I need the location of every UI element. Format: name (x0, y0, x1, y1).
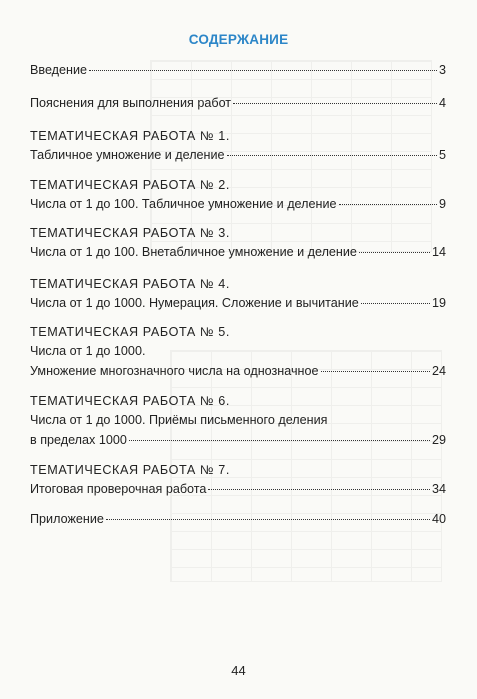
dot-leader (321, 371, 430, 372)
toc-entry[interactable] (30, 95, 446, 111)
toc-entry-line (30, 244, 446, 260)
toc-entry-heading: ТЕМАТИЧЕСКАЯ РАБОТА № 2. (30, 178, 230, 192)
toc-entry-page: 14 (431, 245, 446, 259)
dot-leader (129, 440, 430, 441)
toc-entry-title: Умножение многозначного числа на однозначное (30, 364, 319, 378)
toc-entry-line (30, 295, 446, 311)
toc-entry[interactable] (30, 128, 446, 163)
toc-entry[interactable] (30, 62, 446, 78)
toc-entry-page: 19 (431, 296, 446, 310)
toc-entry-text: Числа от 1 до 1000. (30, 344, 146, 358)
dot-leader (359, 252, 430, 253)
toc-entry-title: Приложение (30, 512, 104, 526)
toc-entry-title: в пределах 1000 (30, 433, 127, 447)
toc-entry-page: 9 (438, 197, 446, 211)
dot-leader (361, 303, 430, 304)
toc-entry[interactable] (30, 393, 446, 448)
toc-entry[interactable] (30, 177, 446, 212)
dot-leader (89, 70, 437, 71)
toc-entry-title: Пояснения для выполнения работ (30, 96, 232, 110)
toc-entry-page: 4 (438, 96, 446, 110)
toc-entry[interactable] (30, 462, 446, 497)
toc-entry-heading: ТЕМАТИЧЕСКАЯ РАБОТА № 4. (30, 277, 230, 291)
toc-entry-heading: ТЕМАТИЧЕСКАЯ РАБОТА № 3. (30, 226, 230, 240)
toc-entry[interactable] (30, 511, 446, 527)
toc-entry[interactable] (30, 324, 446, 379)
toc-title: СОДЕРЖАНИЕ (188, 32, 289, 47)
toc-entry-page: 5 (438, 148, 446, 162)
toc-entry-text: Числа от 1 до 1000. Приёмы письменного деления (30, 413, 328, 427)
toc-entry[interactable] (30, 276, 446, 311)
dot-leader (106, 519, 430, 520)
toc-entry-title: Числа от 1 до 100. Табличное умножение и деление (30, 197, 337, 211)
toc-entry-line (30, 363, 446, 379)
toc-entry-page: 3 (438, 63, 446, 77)
toc-entry-line (30, 95, 446, 111)
toc-entry-page: 24 (431, 364, 446, 378)
toc-entry-page: 29 (431, 433, 446, 447)
dot-leader (233, 103, 437, 104)
toc-entry-heading: ТЕМАТИЧЕСКАЯ РАБОТА № 1. (30, 129, 230, 143)
toc-entry-heading: ТЕМАТИЧЕСКАЯ РАБОТА № 7. (30, 463, 230, 477)
toc-entry-title: Числа от 1 до 100. Внетабличное умножение и деление (30, 245, 357, 259)
dot-leader (208, 489, 430, 490)
page-number: 44 (231, 663, 246, 678)
toc-entry-heading: ТЕМАТИЧЕСКАЯ РАБОТА № 5. (30, 325, 230, 339)
toc-entry-heading: ТЕМАТИЧЕСКАЯ РАБОТА № 6. (30, 394, 230, 408)
dot-leader (227, 155, 437, 156)
toc-entry-page: 40 (431, 512, 446, 526)
toc-entry-title: Итоговая проверочная работа (30, 482, 207, 496)
toc-entry-line (30, 147, 446, 163)
toc-entry-title: Табличное умножение и деление (30, 148, 225, 162)
toc-entry-line (30, 196, 446, 212)
toc-entry-title: Числа от 1 до 1000. Нумерация. Сложение и вычитание (30, 296, 359, 310)
toc-entry-line (30, 62, 446, 78)
toc-entry-line (30, 432, 446, 448)
toc-entry[interactable] (30, 225, 446, 260)
toc-entry-line (30, 511, 446, 527)
toc-entry-page: 34 (431, 482, 446, 496)
toc-entry-title: Введение (30, 63, 88, 77)
dot-leader (339, 204, 437, 205)
toc-entry-line (30, 481, 446, 497)
